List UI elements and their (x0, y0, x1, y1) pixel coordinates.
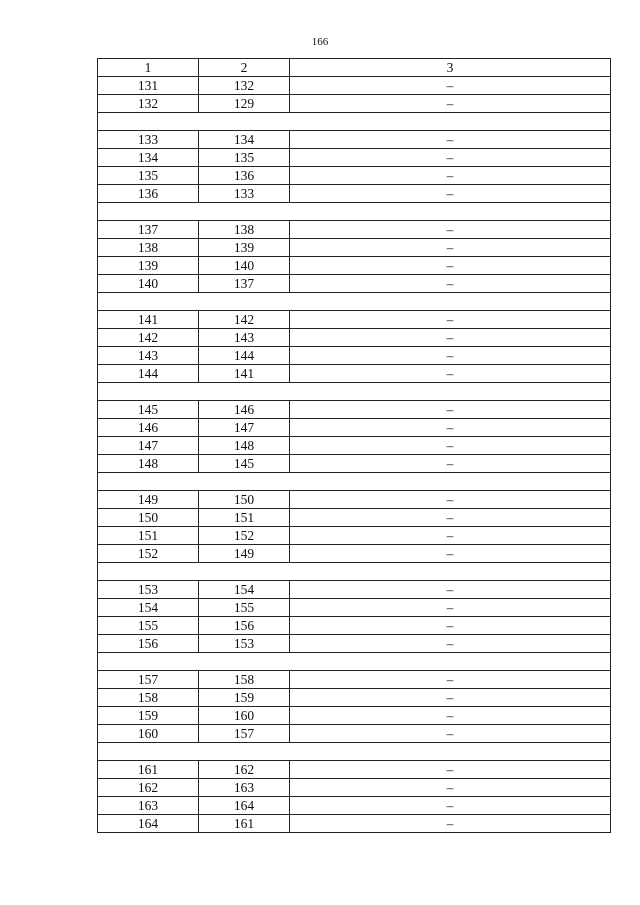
table-cell-col-1: 141 (98, 311, 199, 329)
table-cell-col-1: 161 (98, 761, 199, 779)
table-cell-col-3: – (290, 797, 611, 815)
table-cell-col-3: – (290, 671, 611, 689)
table-cell-col-1: 132 (98, 95, 199, 113)
table-row (98, 77, 611, 95)
table-cell-col-2: 157 (199, 725, 290, 743)
table-cell-col-2: 164 (199, 797, 290, 815)
table-row (98, 815, 611, 833)
table-cell-col-2: 152 (199, 527, 290, 545)
table-row (98, 239, 611, 257)
header-cell-1: 1 (98, 59, 199, 77)
table-row (98, 167, 611, 185)
table-cell-col-1: 164 (98, 815, 199, 833)
table-cell-col-3: – (290, 401, 611, 419)
table-row (98, 95, 611, 113)
table-cell-col-2: 148 (199, 437, 290, 455)
table-cell-col-1: 157 (98, 671, 199, 689)
table-row (98, 689, 611, 707)
group-separator-row (98, 653, 611, 671)
table-cell-col-1: 153 (98, 581, 199, 599)
table-row (98, 509, 611, 527)
table-cell-col-2: 139 (199, 239, 290, 257)
table-cell-col-2: 151 (199, 509, 290, 527)
table-cell-col-1: 158 (98, 689, 199, 707)
table-cell-col-1: 162 (98, 779, 199, 797)
table-cell-col-3: – (290, 617, 611, 635)
table-cell-col-3: – (290, 329, 611, 347)
table-cell-col-1: 159 (98, 707, 199, 725)
table-cell-col-3: – (290, 437, 611, 455)
table-cell-col-3: – (290, 131, 611, 149)
table-row (98, 401, 611, 419)
table-cell-col-1: 154 (98, 599, 199, 617)
table-cell-col-3: – (290, 761, 611, 779)
table-cell-col-3: – (290, 239, 611, 257)
table-cell-col-1: 163 (98, 797, 199, 815)
table-row (98, 599, 611, 617)
group-separator-row (98, 563, 611, 581)
table-cell-col-3: – (290, 275, 611, 293)
table-cell-col-2: 162 (199, 761, 290, 779)
table-cell-col-1: 142 (98, 329, 199, 347)
table-row (98, 671, 611, 689)
table-cell-col-1: 136 (98, 185, 199, 203)
table-cell-col-3: – (290, 221, 611, 239)
separator-cell (98, 653, 611, 671)
table-cell-col-2: 163 (199, 779, 290, 797)
table-row (98, 437, 611, 455)
separator-cell (98, 473, 611, 491)
table-row (98, 797, 611, 815)
table-cell-col-2: 142 (199, 311, 290, 329)
table-cell-col-3: – (290, 689, 611, 707)
table-cell-col-2: 150 (199, 491, 290, 509)
data-table (97, 58, 611, 833)
table-cell-col-2: 143 (199, 329, 290, 347)
table-cell-col-3: – (290, 815, 611, 833)
table-cell-col-1: 147 (98, 437, 199, 455)
table-row (98, 761, 611, 779)
table-cell-col-2: 146 (199, 401, 290, 419)
table-cell-col-1: 156 (98, 635, 199, 653)
table-cell-col-3: – (290, 419, 611, 437)
table-cell-col-2: 132 (199, 77, 290, 95)
table-cell-col-2: 161 (199, 815, 290, 833)
table-cell-col-2: 141 (199, 365, 290, 383)
table-cell-col-1: 160 (98, 725, 199, 743)
table-row (98, 581, 611, 599)
table-cell-col-3: – (290, 599, 611, 617)
table-cell-col-1: 145 (98, 401, 199, 419)
table-cell-col-1: 151 (98, 527, 199, 545)
table-cell-col-3: – (290, 257, 611, 275)
table-row (98, 221, 611, 239)
table-row (98, 149, 611, 167)
table-row (98, 275, 611, 293)
table-cell-col-3: – (290, 77, 611, 95)
table-cell-col-3: – (290, 779, 611, 797)
table-cell-col-2: 145 (199, 455, 290, 473)
table-cell-col-1: 150 (98, 509, 199, 527)
table-cell-col-2: 156 (199, 617, 290, 635)
table-cell-col-2: 154 (199, 581, 290, 599)
table-row (98, 491, 611, 509)
table-cell-col-1: 139 (98, 257, 199, 275)
table-cell-col-2: 134 (199, 131, 290, 149)
table-cell-col-2: 160 (199, 707, 290, 725)
table-cell-col-1: 137 (98, 221, 199, 239)
table-cell-col-1: 149 (98, 491, 199, 509)
table-cell-col-3: – (290, 149, 611, 167)
table-cell-col-2: 133 (199, 185, 290, 203)
table-row (98, 347, 611, 365)
table-cell-col-2: 159 (199, 689, 290, 707)
table-cell-col-3: – (290, 725, 611, 743)
table-cell-col-3: – (290, 527, 611, 545)
table-cell-col-2: 147 (199, 419, 290, 437)
table-cell-col-3: – (290, 635, 611, 653)
table-cell-col-1: 134 (98, 149, 199, 167)
table-row (98, 419, 611, 437)
separator-cell (98, 203, 611, 221)
table-cell-col-1: 148 (98, 455, 199, 473)
header-row (98, 59, 611, 77)
table-cell-col-3: – (290, 311, 611, 329)
table-cell-col-2: 136 (199, 167, 290, 185)
table-row (98, 707, 611, 725)
separator-cell (98, 563, 611, 581)
table-row (98, 329, 611, 347)
table-row (98, 779, 611, 797)
table-cell-col-2: 155 (199, 599, 290, 617)
separator-cell (98, 383, 611, 401)
table-cell-col-2: 158 (199, 671, 290, 689)
table-cell-col-1: 135 (98, 167, 199, 185)
table-cell-col-1: 143 (98, 347, 199, 365)
table-row (98, 185, 611, 203)
table-cell-col-2: 138 (199, 221, 290, 239)
page-number: 166 (311, 36, 329, 48)
group-separator-row (98, 203, 611, 221)
table-cell-col-3: – (290, 545, 611, 563)
table-row (98, 527, 611, 545)
table-row (98, 455, 611, 473)
table-row (98, 617, 611, 635)
group-separator-row (98, 383, 611, 401)
table-cell-col-3: – (290, 185, 611, 203)
group-separator-row (98, 293, 611, 311)
header-cell-3: 3 (290, 59, 611, 77)
table-cell-col-3: – (290, 347, 611, 365)
table-row (98, 725, 611, 743)
table-cell-col-2: 137 (199, 275, 290, 293)
table-cell-col-1: 146 (98, 419, 199, 437)
table-cell-col-3: – (290, 455, 611, 473)
table-cell-col-2: 153 (199, 635, 290, 653)
header-cell-2: 2 (199, 59, 290, 77)
table-cell-col-2: 129 (199, 95, 290, 113)
table-row (98, 635, 611, 653)
table-body (98, 59, 611, 833)
table-cell-col-2: 144 (199, 347, 290, 365)
table-cell-col-1: 152 (98, 545, 199, 563)
table-cell-col-2: 135 (199, 149, 290, 167)
table-cell-col-1: 140 (98, 275, 199, 293)
group-separator-row (98, 743, 611, 761)
table-row (98, 131, 611, 149)
group-separator-row (98, 113, 611, 131)
table-cell-col-1: 131 (98, 77, 199, 95)
separator-cell (98, 293, 611, 311)
table-cell-col-3: – (290, 365, 611, 383)
table-cell-col-2: 140 (199, 257, 290, 275)
table-cell-col-1: 155 (98, 617, 199, 635)
table-row (98, 545, 611, 563)
table-cell-col-1: 138 (98, 239, 199, 257)
table-cell-col-1: 144 (98, 365, 199, 383)
table-cell-col-3: – (290, 491, 611, 509)
table-cell-col-3: – (290, 95, 611, 113)
table-cell-col-3: – (290, 707, 611, 725)
table-cell-col-3: – (290, 509, 611, 527)
separator-cell (98, 113, 611, 131)
separator-cell (98, 743, 611, 761)
table-cell-col-2: 149 (199, 545, 290, 563)
table-cell-col-3: – (290, 167, 611, 185)
group-separator-row (98, 473, 611, 491)
table-row (98, 311, 611, 329)
table-cell-col-1: 133 (98, 131, 199, 149)
table-row (98, 257, 611, 275)
table-row (98, 365, 611, 383)
table-cell-col-3: – (290, 581, 611, 599)
